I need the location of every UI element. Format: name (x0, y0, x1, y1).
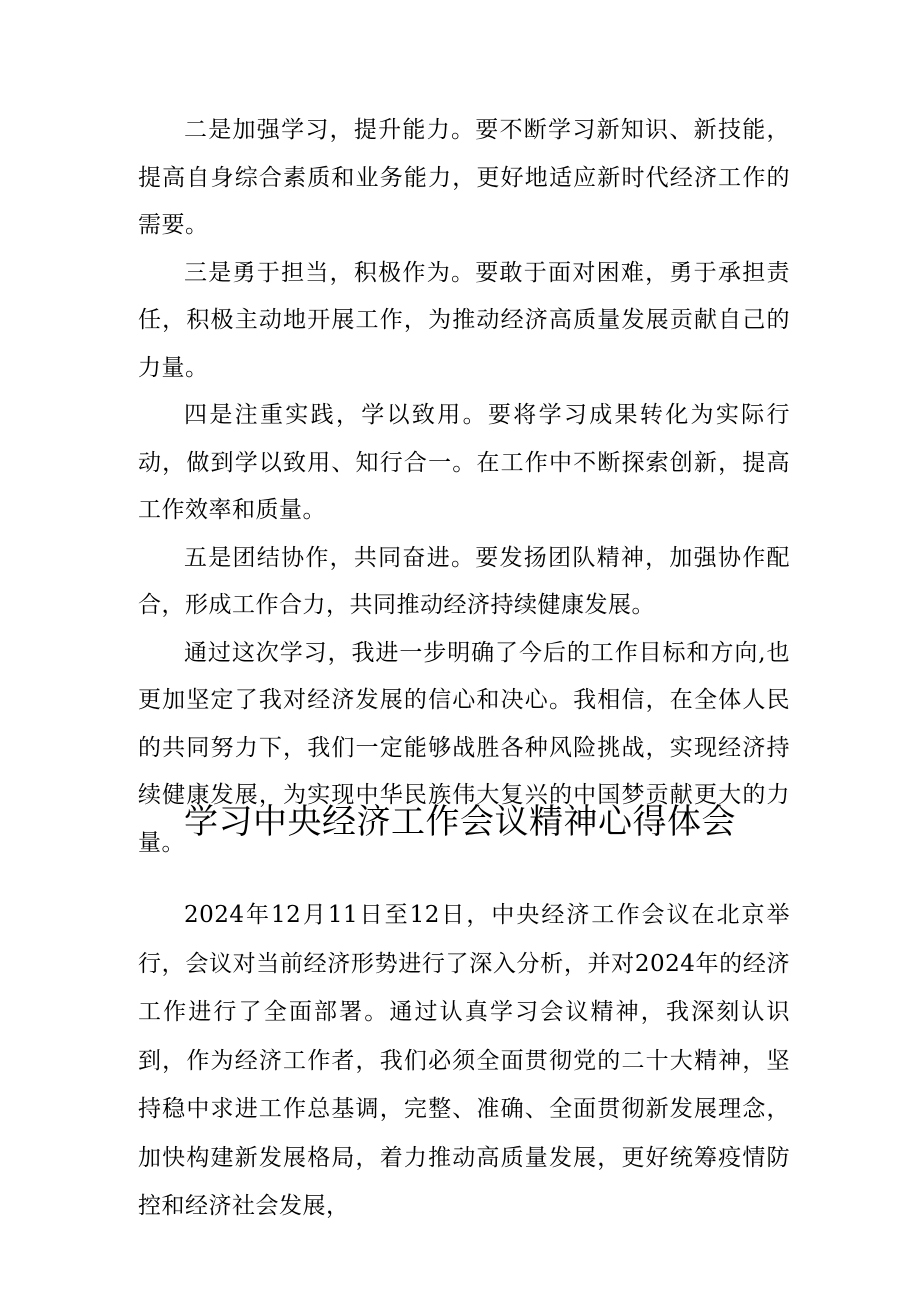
paragraph-intro: 2024年12月11日至12日，中央经济工作会议在北京举行，会议对当前经济形势进行了深入分析，并对2024年的经济工作进行了全面部署。通过认真学习会议精神，我深刻认识到，作为经济工作者，我们必须全面贯彻党的二十大精神，坚持稳中求进工作总基调，完整、准确、全面贯彻新发展理念，加快构建新发展格局，着力推动高质量发展，更好统筹疫情防控和经济社会发展， (138, 902, 790, 1219)
paragraph-responsibility: 三是勇于担当，积极作为。要敢于面对困难，勇于承担责任，积极主动地开展工作，为推动经济高质量发展贡献自己的力量。 (138, 259, 790, 381)
paragraph-learning: 二是加强学习，提升能力。要不断学习新知识、新技能，提高自身综合素质和业务能力，更好地适应新时代经济工作的需要。 (138, 117, 790, 238)
paragraph-practice: 四是注重实践，学以致用。要将学习成果转化为实际行动，做到学以致用、知行合一。在工作中不断探索创新，提高工作效率和质量。 (138, 402, 790, 523)
top-section (138, 107, 790, 867)
bottom-section (138, 891, 790, 1231)
paragraph-teamwork: 五是团结协作，共同奋进。要发扬团队精神，加强协作配合，形成工作合力，共同推动经济持续健康发展。 (138, 544, 790, 618)
document-title: 学习中央经济工作会议精神心得体会 (184, 802, 736, 842)
paragraph-conclusion: 通过这次学习，我进一步明确了今后的工作目标和方向,也更加坚定了我对经济发展的信心和决心。我相信，在全体人民的共同努力下，我们一定能够战胜各种风险挑战，实现经济持续健康发展，为实现中华民族伟大复兴的中国梦贡献更大的力量。 (138, 639, 790, 856)
